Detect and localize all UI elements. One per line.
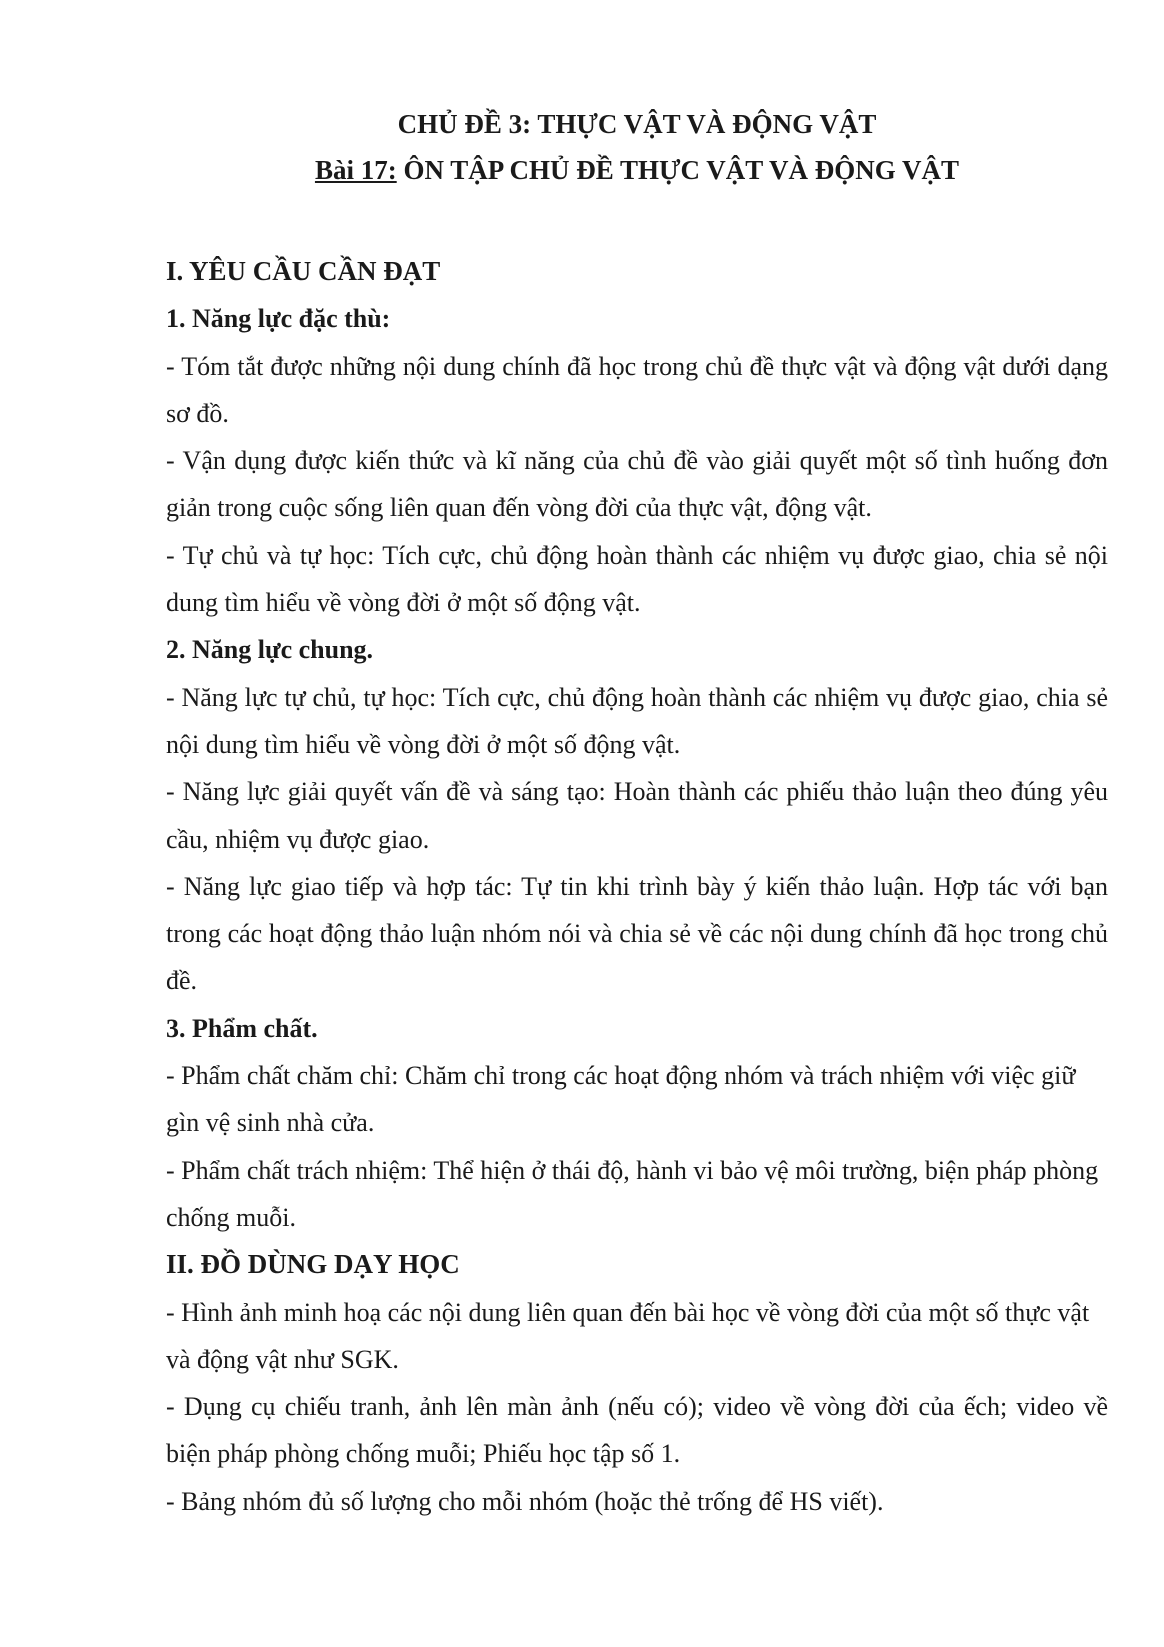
section-heading-requirements: I. YÊU CẦU CẦN ĐẠT [166, 256, 441, 286]
lesson-prefix: Bài 17: [314, 155, 397, 185]
lesson-title [0, 155, 1164, 186]
paragraph: - Năng lực giao tiếp và hợp tác: Tự tin khi trình bày ý kiến thảo luận. Hợp tác với bạn trong các hoạt động thảo luận nhóm nói và chia sẻ về các nội dung chính đã học trong chủ đề. [166, 871, 1108, 996]
paragraph: - Năng lực tự chủ, tự học: Tích cực, chủ động hoàn thành các nhiệm vụ được giao, chia sẻ nội dung tìm hiểu về vòng đời ở một số động vật. [166, 682, 1108, 759]
paragraph: - Tóm tắt được những nội dung chính đã học trong chủ đề thực vật và động vật dưới dạng sơ đồ. [166, 351, 1108, 428]
paragraph: - Năng lực giải quyết vấn đề và sáng tạo: Hoàn thành các phiếu thảo luận theo đúng yêu cầu, nhiệm vụ được giao. [166, 777, 1108, 854]
topic-title: CHỦ ĐỀ 3: THỰC VẬT VÀ ĐỘNG VẬT [397, 109, 877, 139]
section-heading-teaching-materials: II. ĐỒ DÙNG DẠY HỌC [166, 1249, 460, 1280]
paragraph: - Hình ảnh minh hoạ các nội dung liên quan đến bài học về vòng đời của một số thực vật và động vật như SGK. [166, 1297, 1090, 1374]
subheading-general-competence: 2. Năng lực chung. [166, 635, 374, 665]
paragraph: - Vận dụng được kiến thức và kĩ năng của chủ đề vào giải quyết một số tình huống đơn giản trong cuộc sống liên quan đến vòng đời của thực vật, động vật. [166, 446, 1108, 523]
paragraph: - Phẩm chất chăm chỉ: Chăm chỉ trong các hoạt động nhóm và trách nhiệm với việc giữ gìn vệ sinh nhà cửa. [166, 1061, 1076, 1138]
paragraph: - Dụng cụ chiếu tranh, ảnh lên màn ảnh (nếu có); video về vòng đời của ếch; video về biện pháp phòng chống muỗi; Phiếu học tập số 1. [166, 1392, 1108, 1469]
subheading-qualities: 3. Phẩm chất. [166, 1013, 318, 1043]
paragraph: - Bảng nhóm đủ số lượng cho mỗi nhóm (hoặc thẻ trống để HS viết). [166, 1486, 884, 1516]
lesson-title-text: ÔN TẬP CHỦ ĐỀ THỰC VẬT VÀ ĐỘNG VẬT [396, 155, 960, 185]
document-body [166, 248, 1108, 1525]
paragraph: - Phẩm chất trách nhiệm: Thể hiện ở thái độ, hành vi bảo vệ môi trường, biện pháp phòng chống muỗi. [166, 1155, 1099, 1232]
paragraph: - Tự chủ và tự học: Tích cực, chủ động hoàn thành các nhiệm vụ được giao, chia sẻ nội dung tìm hiểu về vòng đời ở một số động vật. [166, 540, 1108, 618]
subheading-specific-competence: 1. Năng lực đặc thù: [166, 304, 391, 334]
